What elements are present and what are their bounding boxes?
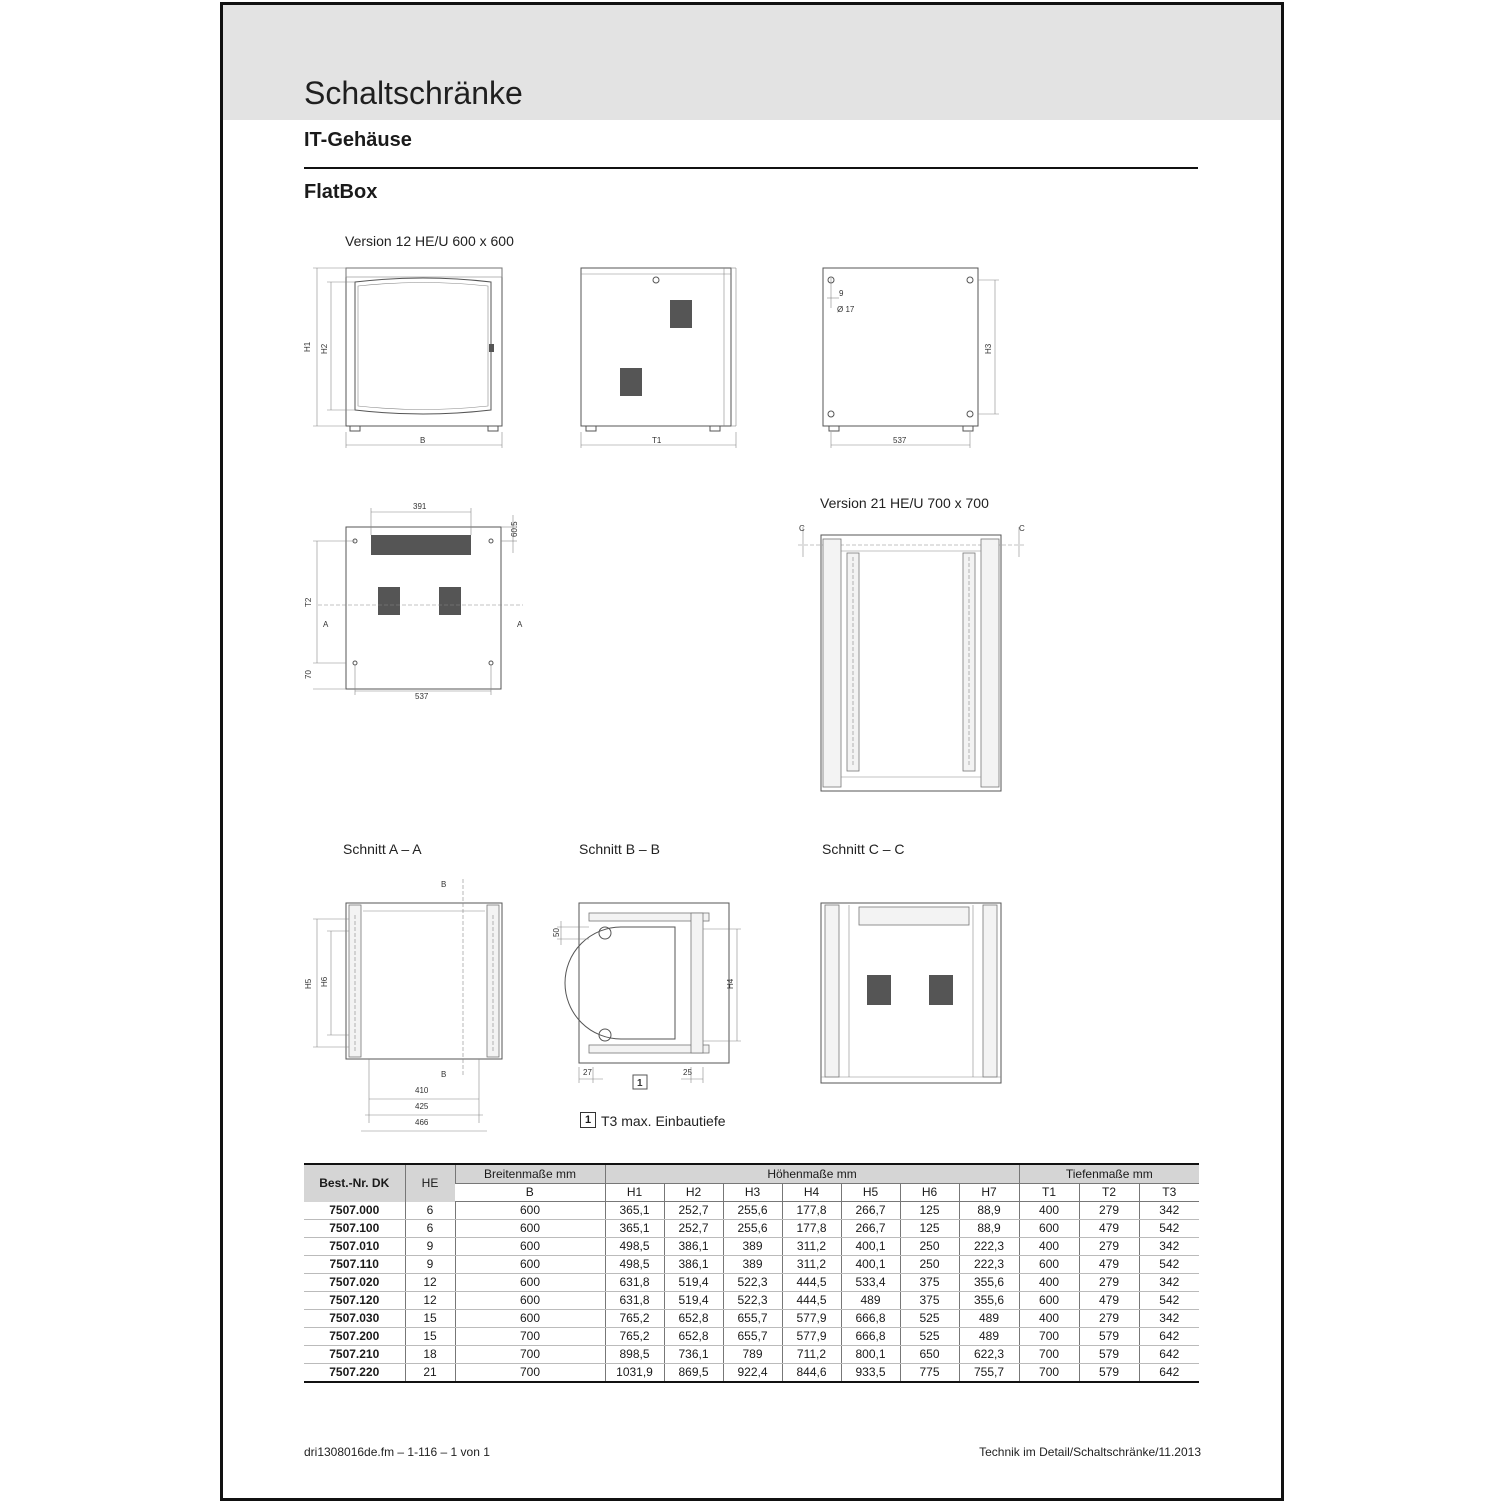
- table-cell: 489: [959, 1328, 1019, 1346]
- subheader-cell: H3: [723, 1184, 782, 1202]
- table-cell: 222,3: [959, 1238, 1019, 1256]
- drawing-side-view: [578, 260, 753, 455]
- dim-h5: H5: [304, 978, 313, 989]
- table-cell: 542: [1139, 1220, 1199, 1238]
- subheader-cell: H2: [664, 1184, 723, 1202]
- table-cell: 525: [900, 1310, 959, 1328]
- table-cell: 700: [455, 1328, 605, 1346]
- table-cell: 342: [1139, 1202, 1199, 1220]
- table-cell: 355,6: [959, 1274, 1019, 1292]
- table-cell: 655,7: [723, 1310, 782, 1328]
- table-cell: 600: [455, 1292, 605, 1310]
- table-cell: 177,8: [782, 1220, 841, 1238]
- drawing-back-view: [813, 260, 1008, 455]
- table-cell: 279: [1079, 1202, 1139, 1220]
- table-cell: 400: [1019, 1274, 1079, 1292]
- table-row: [304, 1346, 1199, 1364]
- table-cell: 525: [900, 1328, 959, 1346]
- header-width-group: Breitenmaße mm: [455, 1164, 605, 1184]
- drawing-version21-frame: [793, 517, 1033, 797]
- order-number-cell: 7507.100: [304, 1220, 405, 1238]
- table-cell: 800,1: [841, 1346, 900, 1364]
- dim-70: 70: [304, 670, 313, 679]
- table-cell: 933,5: [841, 1364, 900, 1383]
- table-cell: 21: [405, 1364, 455, 1383]
- table-cell: 600: [455, 1202, 605, 1220]
- subheader-cell: H4: [782, 1184, 841, 1202]
- document-page: [220, 2, 1284, 1501]
- table-cell: 577,9: [782, 1310, 841, 1328]
- note-number-box: 1: [580, 1112, 596, 1128]
- dim-h2: H2: [320, 343, 329, 354]
- vent-grille-upper: [670, 300, 692, 328]
- drawing-top-view: [303, 495, 533, 710]
- table-cell: 577,9: [782, 1328, 841, 1346]
- dim-466: 466: [415, 1118, 429, 1127]
- caption-schnitt-aa: Schnitt A – A: [343, 841, 422, 857]
- table-cell: 522,3: [723, 1292, 782, 1310]
- table-cell: 522,3: [723, 1274, 782, 1292]
- table-cell: 533,4: [841, 1274, 900, 1292]
- table-cell: 600: [1019, 1220, 1079, 1238]
- table-cell: 365,1: [605, 1202, 664, 1220]
- dim-27: 27: [583, 1068, 592, 1077]
- order-number-cell: 7507.210: [304, 1346, 405, 1364]
- table-cell: 755,7: [959, 1364, 1019, 1383]
- table-cell: 389: [723, 1238, 782, 1256]
- caption-schnitt-cc: Schnitt C – C: [822, 841, 905, 857]
- table-cell: 579: [1079, 1346, 1139, 1364]
- table-cell: 700: [1019, 1364, 1079, 1383]
- table-cell: 642: [1139, 1328, 1199, 1346]
- table-cell: 652,8: [664, 1328, 723, 1346]
- table-row: [304, 1292, 1199, 1310]
- table-cell: 6: [405, 1202, 455, 1220]
- table-cell: 519,4: [664, 1274, 723, 1292]
- drawing-schnitt-aa: [303, 875, 513, 1135]
- subheader-cell: T2: [1079, 1184, 1139, 1202]
- table-row: [304, 1364, 1199, 1383]
- table-cell: 400,1: [841, 1256, 900, 1274]
- table-cell: 400,1: [841, 1238, 900, 1256]
- subheader-cell: T3: [1139, 1184, 1199, 1202]
- dim-h1: H1: [303, 341, 312, 352]
- top-vent-slot: [371, 535, 471, 555]
- dim-t1: T1: [652, 436, 662, 445]
- dim-60-5: 60.5: [510, 521, 519, 537]
- side-cabinet-outline: [581, 268, 731, 426]
- table-cell: 255,6: [723, 1220, 782, 1238]
- table-cell: 765,2: [605, 1328, 664, 1346]
- note-text: T3 max. Einbautiefe: [601, 1113, 726, 1129]
- table-cell: 365,1: [605, 1220, 664, 1238]
- dim-391: 391: [413, 502, 427, 511]
- divider: [304, 167, 1198, 169]
- table-cell: 579: [1079, 1328, 1139, 1346]
- table-cell: 631,8: [605, 1292, 664, 1310]
- order-number-cell: 7507.110: [304, 1256, 405, 1274]
- aa-section-outline: [346, 903, 502, 1059]
- order-number-cell: 7507.010: [304, 1238, 405, 1256]
- subheader-cell: B: [455, 1184, 605, 1202]
- header-height-group: Höhenmaße mm: [605, 1164, 1019, 1184]
- dim-t2: T2: [304, 597, 313, 607]
- vent-grille-lower: [620, 368, 642, 396]
- subheader-cell: H1: [605, 1184, 664, 1202]
- order-number-cell: 7507.120: [304, 1292, 405, 1310]
- table-cell: 266,7: [841, 1202, 900, 1220]
- order-number-cell: 7507.220: [304, 1364, 405, 1383]
- table-cell: 386,1: [664, 1238, 723, 1256]
- subheader-cell: T1: [1019, 1184, 1079, 1202]
- table-cell: 252,7: [664, 1202, 723, 1220]
- table-cell: 869,5: [664, 1364, 723, 1383]
- table-cell: 655,7: [723, 1328, 782, 1346]
- table-cell: 642: [1139, 1346, 1199, 1364]
- table-cell: 266,7: [841, 1220, 900, 1238]
- table-cell: 222,3: [959, 1256, 1019, 1274]
- table-row: [304, 1256, 1199, 1274]
- table-cell: 9: [405, 1238, 455, 1256]
- section-title: IT-Gehäuse: [304, 129, 412, 151]
- table-cell: 15: [405, 1328, 455, 1346]
- section-mark-a-left: A: [323, 620, 329, 629]
- dim-diameter-17: Ø 17: [837, 305, 855, 314]
- table-cell: 444,5: [782, 1274, 841, 1292]
- footer-left: dri1308016de.fm – 1-116 – 1 von 1: [304, 1445, 490, 1459]
- table-cell: 700: [1019, 1328, 1079, 1346]
- table-cell: 789: [723, 1346, 782, 1364]
- table-cell: 400: [1019, 1238, 1079, 1256]
- table-cell: 600: [455, 1310, 605, 1328]
- order-number-cell: 7507.030: [304, 1310, 405, 1328]
- product-title: FlatBox: [304, 181, 378, 203]
- table-cell: 600: [455, 1274, 605, 1292]
- table-cell: 400: [1019, 1202, 1079, 1220]
- table-cell: 700: [455, 1364, 605, 1383]
- table-cell: 88,9: [959, 1202, 1019, 1220]
- section-mark-c-right: C: [1019, 524, 1025, 533]
- table-cell: 600: [455, 1256, 605, 1274]
- table-cell: 652,8: [664, 1310, 723, 1328]
- page-title: Schaltschränke: [304, 75, 523, 111]
- table-cell: 12: [405, 1274, 455, 1292]
- dim-425: 425: [415, 1102, 429, 1111]
- header-he: HE: [405, 1164, 455, 1202]
- table-cell: 479: [1079, 1292, 1139, 1310]
- header-code: Best.-Nr. DK: [304, 1164, 405, 1202]
- drawing-schnitt-cc: [813, 895, 1008, 1095]
- table-cell: 125: [900, 1220, 959, 1238]
- dim-50: 50: [552, 928, 561, 937]
- table-cell: 6: [405, 1220, 455, 1238]
- table-cell: 700: [455, 1346, 605, 1364]
- table-cell: 342: [1139, 1310, 1199, 1328]
- table-cell: 479: [1079, 1256, 1139, 1274]
- dim-h4: H4: [726, 978, 735, 989]
- table-cell: 125: [900, 1202, 959, 1220]
- table-cell: 700: [1019, 1346, 1079, 1364]
- table-cell: 250: [900, 1238, 959, 1256]
- table-cell: 342: [1139, 1238, 1199, 1256]
- caption-version12: Version 12 HE/U 600 x 600: [345, 233, 514, 249]
- front-cabinet-outline: [346, 268, 502, 426]
- table-cell: 489: [841, 1292, 900, 1310]
- table-cell: 479: [1079, 1220, 1139, 1238]
- table-cell: 1031,9: [605, 1364, 664, 1383]
- table-cell: 600: [1019, 1256, 1079, 1274]
- table-cell: 279: [1079, 1274, 1139, 1292]
- table-row: [304, 1274, 1199, 1292]
- table-cell: 9: [405, 1256, 455, 1274]
- table-cell: 898,5: [605, 1346, 664, 1364]
- section-mark-c-left: C: [799, 524, 805, 533]
- table-cell: 642: [1139, 1364, 1199, 1383]
- caption-schnitt-bb: Schnitt B – B: [579, 841, 660, 857]
- table-cell: 355,6: [959, 1292, 1019, 1310]
- lock-icon: [489, 344, 494, 352]
- section-mark-b-top: B: [441, 880, 447, 889]
- header-depth-group: Tiefenmaße mm: [1019, 1164, 1199, 1184]
- dim-9: 9: [839, 289, 844, 298]
- caption-version21: Version 21 HE/U 700 x 700: [820, 495, 989, 511]
- dim-410: 410: [415, 1086, 429, 1095]
- table-cell: 400: [1019, 1310, 1079, 1328]
- subheader-cell: H6: [900, 1184, 959, 1202]
- table-cell: 311,2: [782, 1238, 841, 1256]
- table-row: [304, 1328, 1199, 1346]
- table-cell: 489: [959, 1310, 1019, 1328]
- back-cabinet-outline: [823, 268, 978, 426]
- table-cell: 922,4: [723, 1364, 782, 1383]
- dim-b: B: [420, 436, 426, 445]
- table-cell: 600: [1019, 1292, 1079, 1310]
- table-cell: 498,5: [605, 1238, 664, 1256]
- table-cell: 252,7: [664, 1220, 723, 1238]
- table-cell: 666,8: [841, 1310, 900, 1328]
- cc-section-outline: [821, 903, 1001, 1083]
- table-cell: 650: [900, 1346, 959, 1364]
- table-cell: 542: [1139, 1256, 1199, 1274]
- table-cell: 386,1: [664, 1256, 723, 1274]
- footer-right: Technik im Detail/Schaltschränke/11.2013: [979, 1445, 1201, 1459]
- dim-537-top: 537: [415, 692, 429, 701]
- subheader-cell: H7: [959, 1184, 1019, 1202]
- drawing-schnitt-bb: [553, 885, 753, 1095]
- table-row: [304, 1238, 1199, 1256]
- table-cell: 775: [900, 1364, 959, 1383]
- table-cell: 375: [900, 1292, 959, 1310]
- order-number-cell: 7507.020: [304, 1274, 405, 1292]
- table-row: [304, 1220, 1199, 1238]
- table-cell: 311,2: [782, 1256, 841, 1274]
- order-number-cell: 7507.000: [304, 1202, 405, 1220]
- dim-537-back: 537: [893, 436, 907, 445]
- dimension-table: [304, 1163, 1199, 1383]
- table-cell: 250: [900, 1256, 959, 1274]
- table-cell: 342: [1139, 1274, 1199, 1292]
- table-cell: 600: [455, 1220, 605, 1238]
- table-cell: 844,6: [782, 1364, 841, 1383]
- table-cell: 666,8: [841, 1328, 900, 1346]
- table-cell: 711,2: [782, 1346, 841, 1364]
- subheader-cell: H5: [841, 1184, 900, 1202]
- table-cell: 579: [1079, 1364, 1139, 1383]
- table-cell: 600: [455, 1238, 605, 1256]
- table-cell: 15: [405, 1310, 455, 1328]
- dim-25: 25: [683, 1068, 692, 1077]
- table-cell: 519,4: [664, 1292, 723, 1310]
- drawing-front-view: [303, 260, 503, 455]
- dim-h3: H3: [984, 343, 993, 354]
- table-cell: 765,2: [605, 1310, 664, 1328]
- table-cell: 12: [405, 1292, 455, 1310]
- table-cell: 375: [900, 1274, 959, 1292]
- table-cell: 498,5: [605, 1256, 664, 1274]
- table-cell: 18: [405, 1346, 455, 1364]
- table-cell: 177,8: [782, 1202, 841, 1220]
- order-number-cell: 7507.200: [304, 1328, 405, 1346]
- section-mark-a-right: A: [517, 620, 523, 629]
- table-cell: 622,3: [959, 1346, 1019, 1364]
- table-row: [304, 1202, 1199, 1220]
- table-cell: 88,9: [959, 1220, 1019, 1238]
- table-cell: 542: [1139, 1292, 1199, 1310]
- table-cell: 279: [1079, 1310, 1139, 1328]
- dim-h6: H6: [320, 976, 329, 987]
- section-mark-b-bottom: B: [441, 1070, 447, 1079]
- table-row: [304, 1310, 1199, 1328]
- table-cell: 444,5: [782, 1292, 841, 1310]
- table-cell: 389: [723, 1256, 782, 1274]
- table-cell: 631,8: [605, 1274, 664, 1292]
- table-cell: 255,6: [723, 1202, 782, 1220]
- table-cell: 279: [1079, 1238, 1139, 1256]
- table-cell: 736,1: [664, 1346, 723, 1364]
- note-marker-1: 1: [637, 1078, 643, 1089]
